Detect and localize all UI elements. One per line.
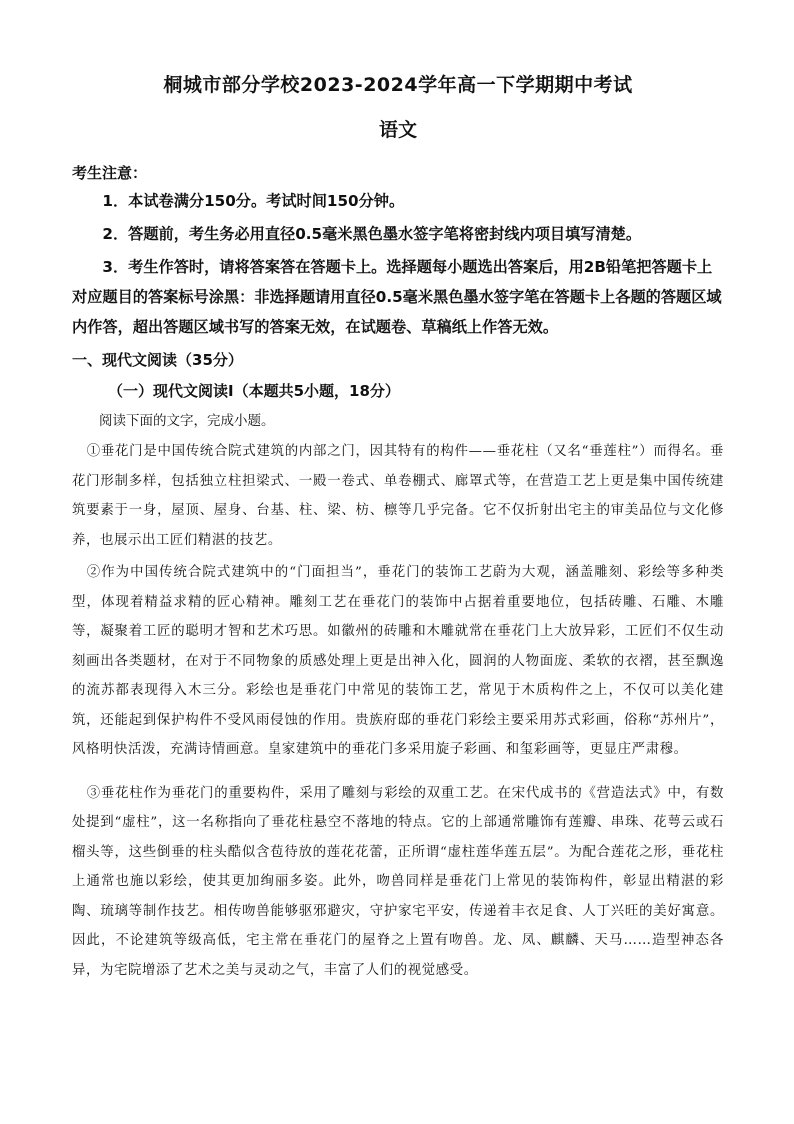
passage-paragraph-2: ②作为中国传统合院式建筑中的“门面担当”，垂花门的装饰工艺蔚为大观，涵盖雕刻、彩绘等多种类型，体现着精益求精的匠心精神。雕刻工艺在垂花门的装饰中占据着重要地位，包括砖雕、石雕、木雕等，凝聚着工匠的聪明才智和艺术巧思。如徽州的砖雕和木雕就常在垂花门上大放异彩，工匠们不仅生动刻画出各类题材，在对于不同物象的质感处理上更是出神入化，圆润的人物面庞、柔软的衣褶，甚至飘逸的流苏都表现得入木三分。彩绘也是垂花门中常见的装饰工艺，常见于木质构件之上，不仅可以美化建筑，还能起到保护构件不受风雨侵蚀的作用。贵族府邸的垂花门彩绘主要采用苏式彩画，俗称“苏州片”，风格明快活泼，充满诗情画意。皇家建筑中的垂花门多采用旋子彩画、和玺彩画等，更显庄严肃穆。 [72,565,724,757]
notice-item-1: 1．本试卷满分150分。考试时间150分钟。 [102,192,405,210]
passage-paragraph-3: ③垂花柱作为垂花门的重要构件，采用了雕刻与彩绘的双重工艺。在宋代成书的《营造法式》中，有数处提到“虚柱”，这一名称指向了垂花柱悬空不落地的特点。它的上部通常雕饰有莲瓣、串珠、花萼云或石榴头等，这些倒垂的柱头酷似含苞待放的莲花花蕾，正所谓“虚柱莲华莲五层”。为配合莲花之形，垂花柱上通常也施以彩绘，使其更加绚丽多姿。此外，吻兽同样是垂花门上常见的装饰构件，彰显出精湛的彩陶、琉璃等制作技艺。相传吻兽能够驱邪避灾，守护家宅平安，传递着丰衣足食、人丁兴旺的美好寓意。因此，不论建筑等级高低，宅主常在垂花门的屋脊之上置有吻兽。龙、凤、麒麟、天马……造型神态各异，为宅院增添了艺术之美与灵动之气，丰富了人们的视觉感受。 [72,785,724,978]
notice-heading: 考生注意： [72,164,148,182]
notice-item-2: 2．答题前，考生务必用直径0.5毫米黑色墨水签字笔将密封线内项目填写清楚。 [102,225,642,243]
subsection-heading: （一）现代文阅读Ⅰ（本题共5小题，18分） [108,382,400,400]
exam-page [72,56,724,985]
passage-paragraph-1: ①垂花门是中国传统合院式建筑的内部之门，因其特有的构件——垂花柱（又名“垂莲柱”）而得名。垂花门形制多样，包括独立柱担梁式、一殿一卷式、单卷棚式、廊罩式等，在营造工艺上更是集中国传统建筑要素于一身，屋顶、屋身、台基、柱、梁、枋、檩等几乎完备。它不仅折射出宅主的审美品位与文化修养，也展示出工匠们精湛的技艺。 [72,444,724,548]
exam-title: 桐城市部分学校2023-2024学年高一下学期期中考试 [163,74,633,96]
section-heading: 一、现代文阅读（35分） [72,351,243,369]
reading-instruction: 阅读下面的文字，完成小题。 [99,413,275,429]
exam-subject: 语文 [378,119,417,141]
notice-item-3: 3．考生作答时，请将答案答在答题卡上。选择题每小题选出答案后，用2B铅笔把答题卡上对应题目的答案标号涂黑：非选择题请用直径0.5毫米黑色墨水签字笔在答题卡上各题的答题区域内作答，超出答题区域书写的答案无效，在试题卷、草稿纸上作答无效。 [72,258,722,336]
